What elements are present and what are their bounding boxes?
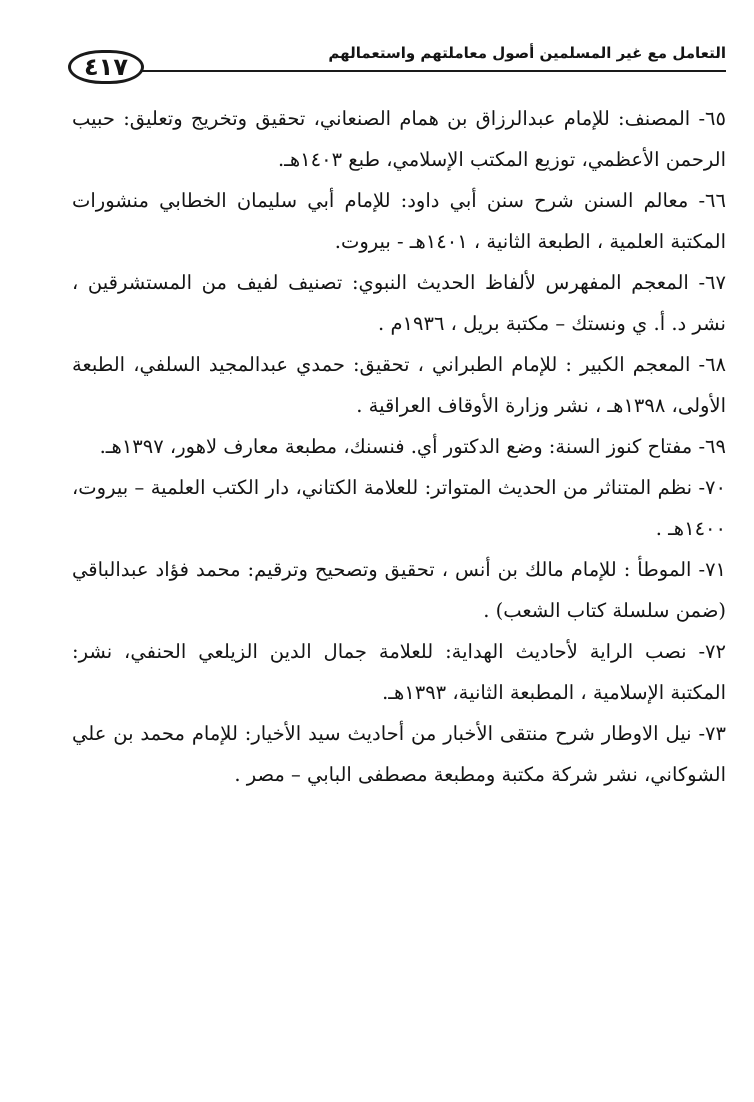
reference-entry [72,180,726,262]
reference-number: ٧٣- [698,722,726,745]
reference-entry [72,549,726,631]
reference-number: ٧٢- [698,640,726,663]
reference-text: معالم السنن شرح سنن أبي داود: للإمام أبي سليمان الخطابي منشورات المكتبة العلمية ، الطبعة الثانية ، ١٤٠١هـ - بيروت. [72,189,726,253]
reference-number: ٧٠- [698,476,726,499]
reference-number: ٦٦- [698,189,726,212]
reference-number: ٦٧- [698,271,726,294]
reference-text: المعجم المفهرس لألفاظ الحديث النبوي: تصنيف لفيف من المستشرقين ، نشر د. أ. ي ونستك – مكتبة بريل ، ١٩٣٦م . [72,271,726,335]
reference-text: نصب الراية لأحاديث الهداية: للعلامة جمال الدين الزيلعي الحنفي، نشر: المكتبة الإسلامية ، المطبعة الثانية، ١٣٩٣هـ. [72,640,726,704]
reference-entry [72,713,726,795]
page-number: ٤١٧ [84,53,128,81]
reference-number: ٧١- [698,558,727,581]
reference-number: ٦٨- [698,353,727,376]
reference-number: ٦٩- [698,435,726,458]
header-rule [120,70,726,72]
reference-entry [72,344,726,426]
reference-text: المعجم الكبير : للإمام الطبراني ، تحقيق: حمدي عبدالمجيد السلفي، الطبعة الأولى، ١٣٩٨هـ ، نشر وزارة الأوقاف العراقية . [72,353,726,417]
reference-entry [72,262,726,344]
running-header-title: التعامل مع غير المسلمين أصول معاملتهم واستعمالهم [328,44,726,62]
bibliography-list [72,98,726,795]
reference-entry [72,631,726,713]
reference-entry [72,467,726,549]
reference-number: ٦٥- [698,107,726,130]
reference-text: الموطأ : للإمام مالك بن أنس ، تحقيق وتصحيح وترقيم: محمد فؤاد عبدالباقي (ضمن سلسلة كتاب الشعب) . [72,558,726,622]
reference-entry [72,426,726,467]
reference-text: مفتاح كنوز السنة: وضع الدكتور أي. فنسنك، مطبعة معارف لاهور، ١٣٩٧هـ. [99,435,693,458]
reference-text: نظم المتناثر من الحديث المتواتر: للعلامة الكتاني، دار الكتب العلمية – بيروت، ١٤٠٠هـ . [72,476,726,540]
page-number-badge [68,50,144,84]
reference-text: نيل الاوطار شرح منتقى الأخبار من أحاديث سيد الأخيار: للإمام محمد بن علي الشوكاني، نشر شركة مكتبة ومطبعة مصطفى البابي – مصر . [72,722,726,786]
reference-entry [72,98,726,180]
reference-text: المصنف: للإمام عبدالرزاق بن همام الصنعاني، تحقيق وتخريج وتعليق: حبيب الرحمن الأعظمي، توزيع المكتب الإسلامي، طبع ١٤٠٣هـ. [72,107,726,171]
